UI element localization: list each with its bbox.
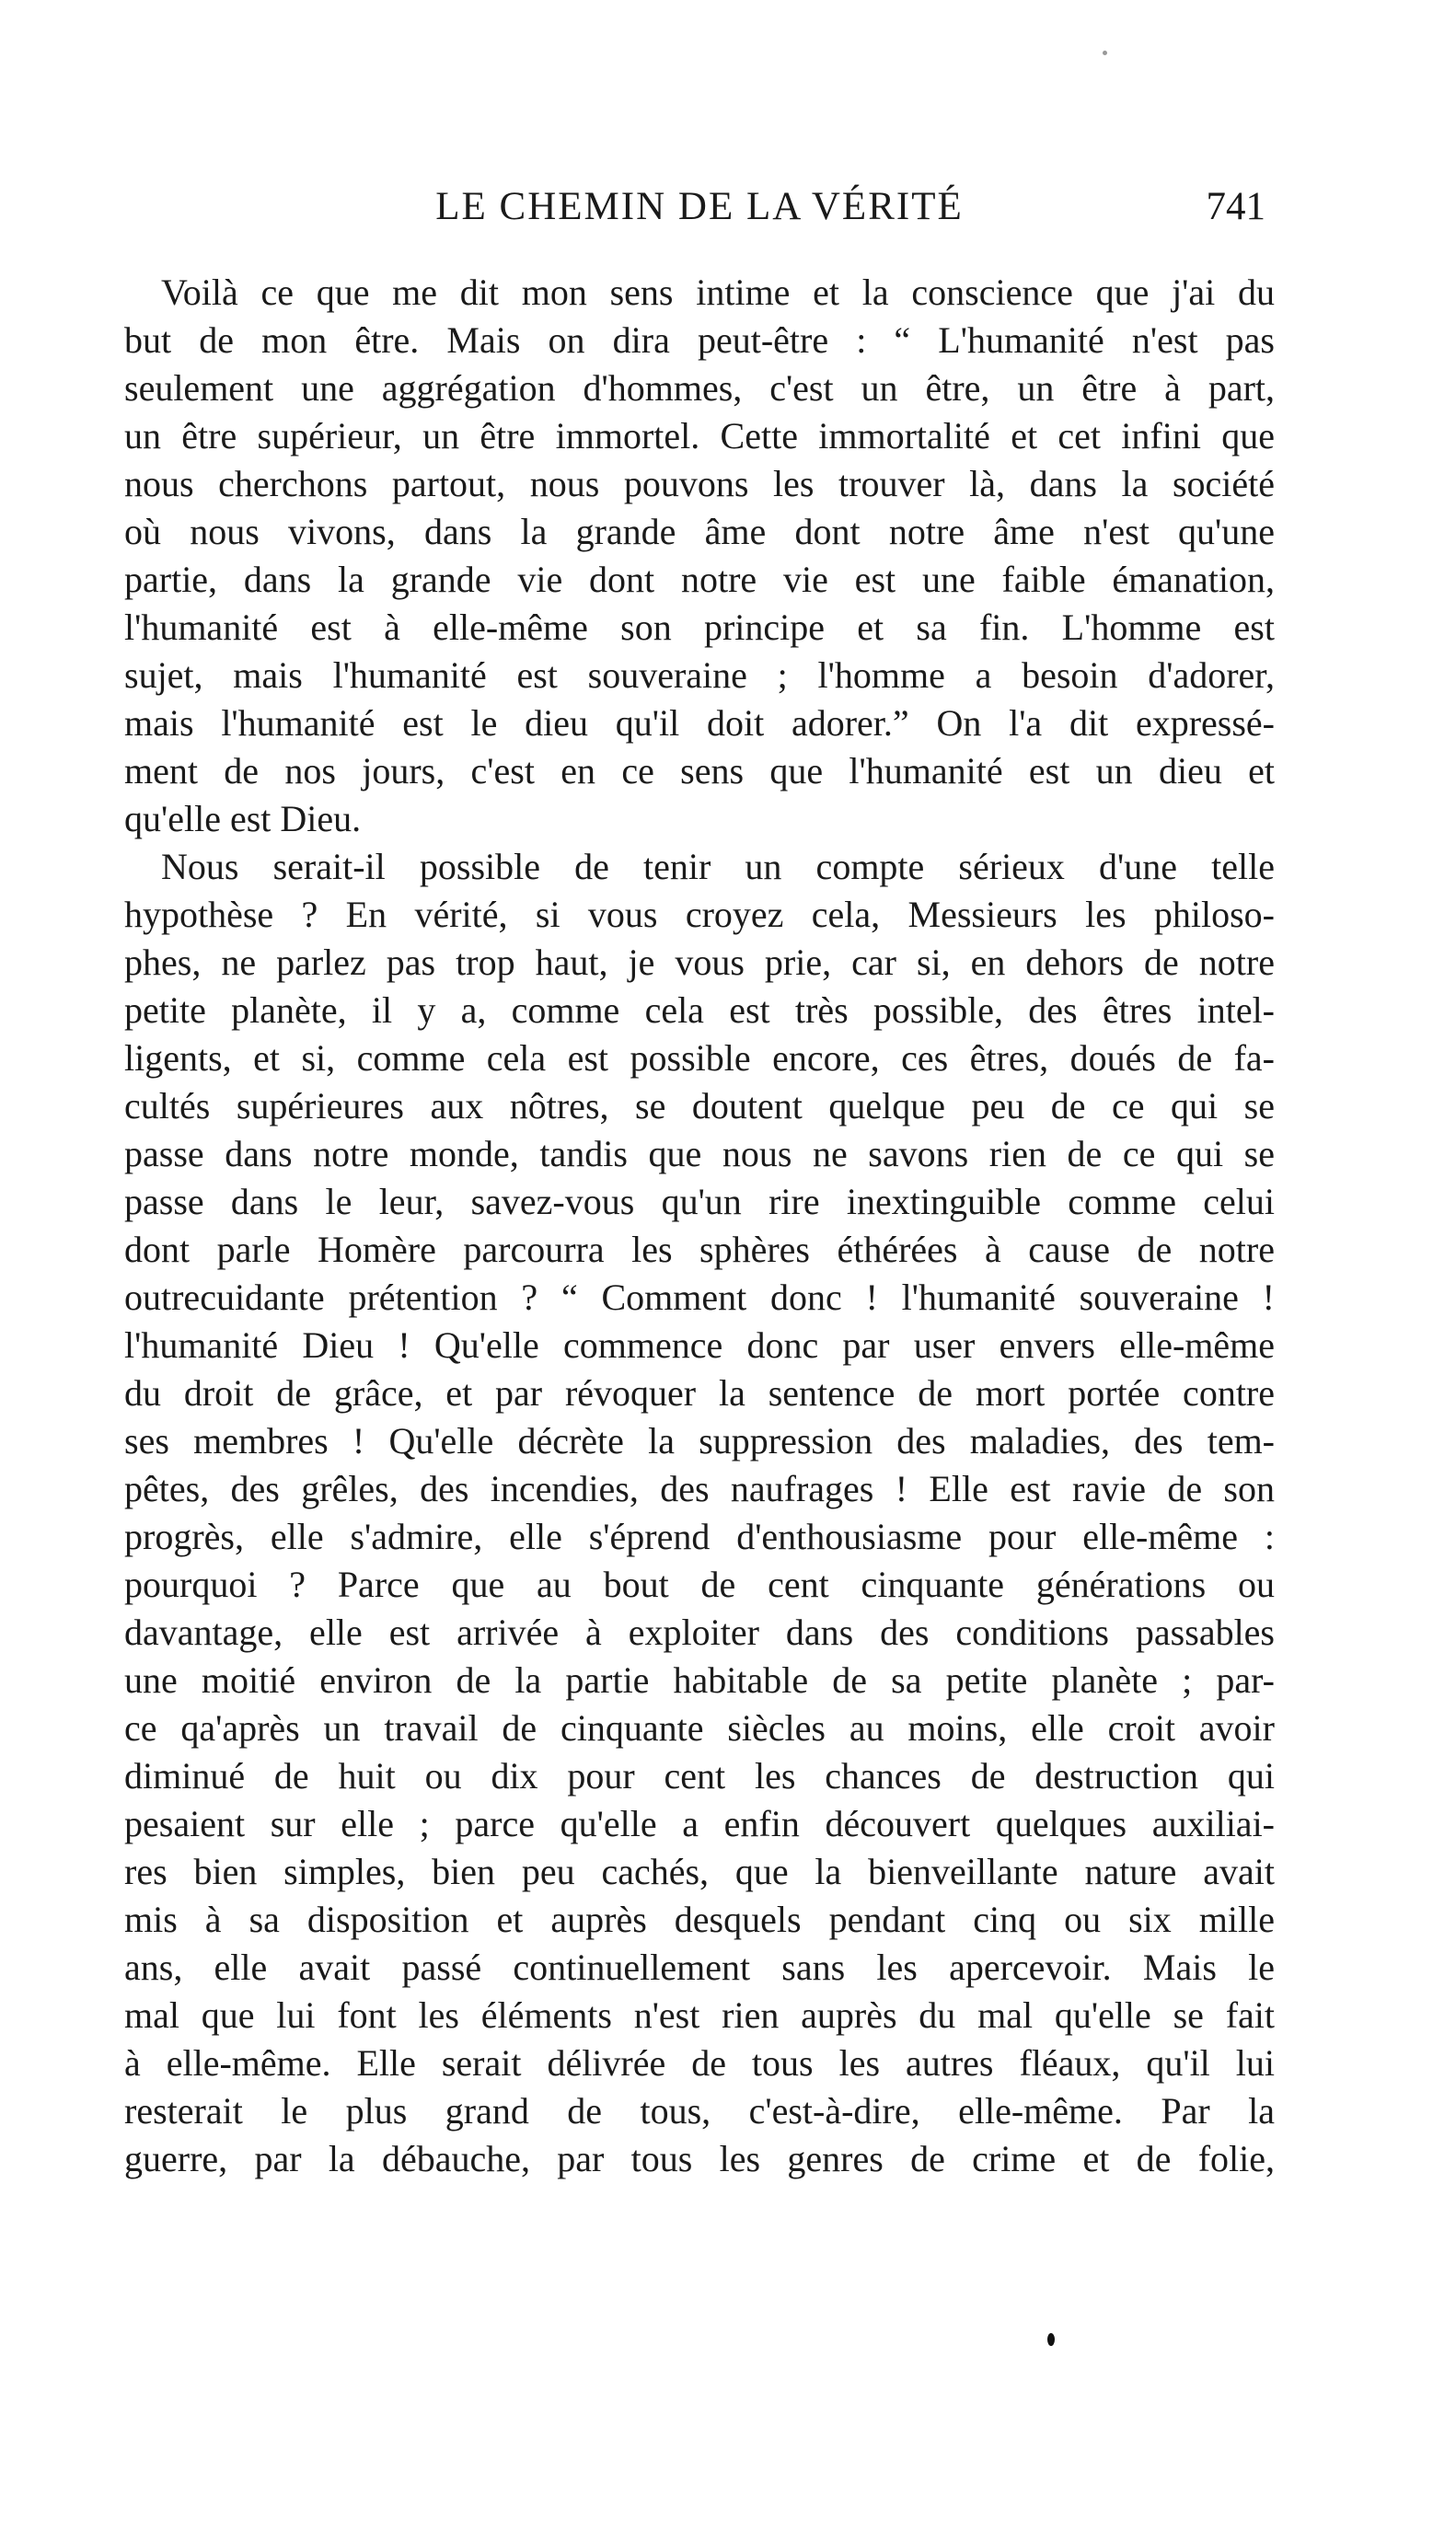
body-text xyxy=(124,269,1275,2183)
text-line: ligents, et si, comme cela est possible encore, ces êtres, doués de fa- xyxy=(124,1037,1275,1079)
text-line: une moitié environ de la partie habitable de sa petite planète ; par- xyxy=(124,1659,1275,1701)
text-line: passe dans notre monde, tandis que nous ne savons rien de ce qui se xyxy=(124,1133,1275,1174)
text-line: ce qa'après un travail de cinquante siècles au moins, elle croit avoir xyxy=(124,1707,1275,1749)
text-line: progrès, elle s'admire, elle s'éprend d'enthousiasme pour elle-même : xyxy=(124,1516,1275,1557)
text-line: pêtes, des grêles, des incendies, des naufrages ! Elle est ravie de son xyxy=(124,1468,1275,1509)
text-line: diminué de huit ou dix pour cent les chances de destruction qui xyxy=(124,1755,1275,1797)
text-line: Voilà ce que me dit mon sens intime et la conscience que j'ai du xyxy=(161,272,1275,313)
text-line: resterait le plus grand de tous, c'est-à-dire, elle-même. Par la xyxy=(124,2090,1275,2132)
paragraph-1 xyxy=(124,269,1275,843)
running-title: LE CHEMIN DE LA VÉRITÉ xyxy=(435,185,964,228)
running-header xyxy=(124,184,1275,239)
text-line: l'humanité Dieu ! Qu'elle commence donc par user envers elle-même xyxy=(124,1324,1275,1366)
text-line: du droit de grâce, et par révoquer la sentence de mort portée contre xyxy=(124,1372,1275,1414)
ink-speck xyxy=(1047,2333,1055,2346)
text-line: hypothèse ? En vérité, si vous croyez cela, Messieurs les philoso- xyxy=(124,894,1275,935)
text-line: où nous vivons, dans la grande âme dont notre âme n'est qu'une xyxy=(124,511,1275,552)
text-line: ans, elle avait passé continuellement sans les apercevoir. Mais le xyxy=(124,1947,1275,1988)
text-line: petite planète, il y a, comme cela est très possible, des êtres intel- xyxy=(124,989,1275,1031)
text-line: but de mon être. Mais on dira peut-être : “ L'humanité n'est pas xyxy=(124,319,1275,361)
text-line: seulement une aggrégation d'hommes, c'est un être, un être à part, xyxy=(124,367,1275,409)
text-line: ses membres ! Qu'elle décrète la suppression des maladies, des tem- xyxy=(124,1420,1275,1462)
text-line: pesaient sur elle ; parce qu'elle a enfin découvert quelques auxiliai- xyxy=(124,1803,1275,1844)
text-line: un être supérieur, un être immortel. Cette immortalité et cet infini que xyxy=(124,415,1275,456)
text-line: passe dans le leur, savez-vous qu'un rire inextinguible comme celui xyxy=(124,1181,1275,1222)
text-line: qu'elle est Dieu. xyxy=(124,798,362,839)
text-line: partie, dans la grande vie dont notre vie est une faible émanation, xyxy=(124,559,1275,600)
text-line: dont parle Homère parcourra les sphères éthérées à cause de notre xyxy=(124,1229,1275,1270)
text-line: phes, ne parlez pas trop haut, je vous prie, car si, en dehors de notre xyxy=(124,942,1275,983)
text-line: res bien simples, bien peu cachés, que la bienveillante nature avait xyxy=(124,1851,1275,1892)
text-line: mis à sa disposition et auprès desquels pendant cinq ou six mille xyxy=(124,1899,1275,1940)
text-line: guerre, par la débauche, par tous les genres de crime et de folie, xyxy=(124,2138,1275,2179)
text-line: pourquoi ? Parce que au bout de cent cinquante générations ou xyxy=(124,1564,1275,1605)
text-line: nous cherchons partout, nous pouvons les trouver là, dans la société xyxy=(124,463,1275,504)
text-line: davantage, elle est arrivée à exploiter dans des conditions passables xyxy=(124,1612,1275,1653)
ink-speck xyxy=(1103,51,1107,55)
text-line: l'humanité est à elle-même son principe et sa fin. L'homme est xyxy=(124,607,1275,648)
text-line: sujet, mais l'humanité est souveraine ; l'homme a besoin d'adorer, xyxy=(124,654,1275,696)
text-line: à elle-même. Elle serait délivrée de tous les autres fléaux, qu'il lui xyxy=(124,2042,1275,2084)
text-line: cultés supérieures aux nôtres, se doutent quelque peu de ce qui se xyxy=(124,1085,1275,1127)
text-line: mal que lui font les éléments n'est rien auprès du mal qu'elle se fait xyxy=(124,1994,1275,2036)
text-line: Nous serait-il possible de tenir un compte sérieux d'une telle xyxy=(161,846,1275,887)
page-number: 741 xyxy=(1206,185,1265,228)
text-line: mais l'humanité est le dieu qu'il doit adorer.” On l'a dit expressé- xyxy=(124,702,1275,744)
paragraph-2 xyxy=(124,843,1275,2183)
text-line: ment de nos jours, c'est en ce sens que l'humanité est un dieu et xyxy=(124,750,1275,791)
text-line: outrecuidante prétention ? “ Comment donc ! l'humanité souveraine ! xyxy=(124,1277,1275,1318)
